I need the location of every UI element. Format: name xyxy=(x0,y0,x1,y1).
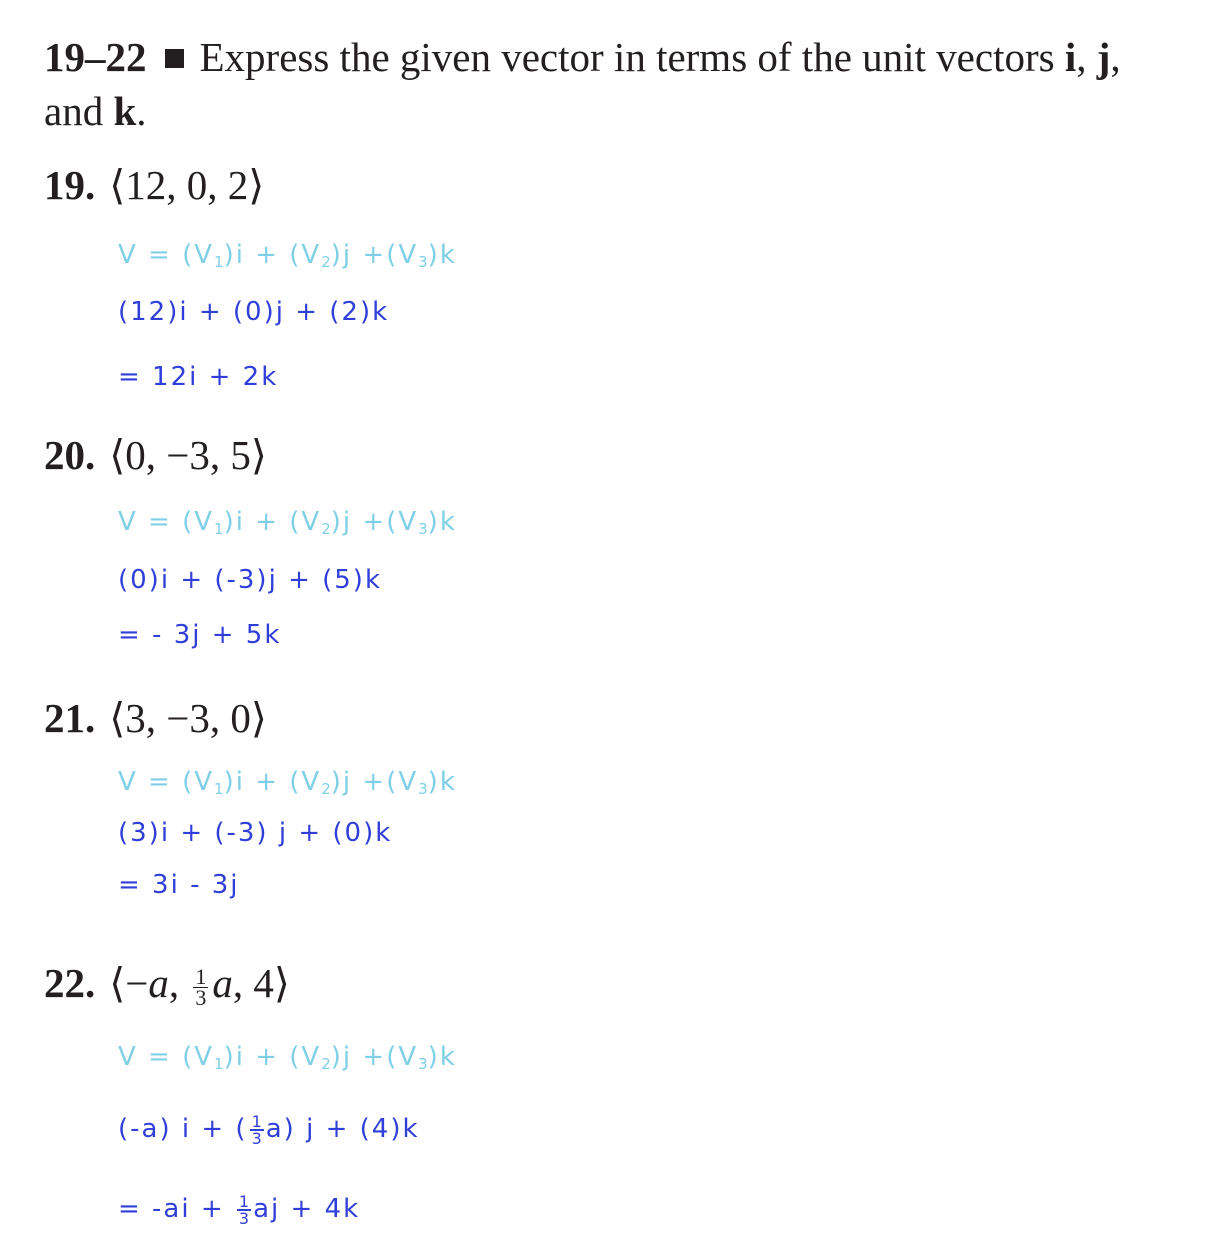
answer-line: = -ai + $\frac{1}{3}$ aj + 4k xyxy=(118,1191,361,1228)
instruction-text: Express the given vector in terms of the unit vectors xyxy=(199,34,1065,80)
formula-line: $V = (V_1)i + (V_2)j +(V_3)k$ xyxy=(118,1042,457,1073)
problem-vector: ⟨3, −3, 0⟩ xyxy=(109,695,267,741)
formula-line: $V = (V_1)i + (V_2)j +(V_3)k$ xyxy=(118,240,457,271)
problem-21 xyxy=(44,693,267,743)
unit-vector-j: j xyxy=(1096,34,1111,80)
problem-22 xyxy=(44,958,290,1011)
problem-vector: ⟨0, −3, 5⟩ xyxy=(109,432,267,478)
exercise-range: 19–22 xyxy=(44,34,147,80)
formula-line: $V = (V_1)i + (V_2)j +(V_3)k$ xyxy=(118,507,457,538)
substitution-line: (-a) i + ( $\frac{1}{3}$ a) j + (4)k xyxy=(118,1111,420,1148)
fraction-one-third: $\frac{1}{3}$ xyxy=(251,1111,262,1148)
problem-20 xyxy=(44,430,267,480)
fraction-one-third: $\frac{1}{3}$ xyxy=(238,1191,250,1228)
exercise-instructions: 19–22 Express the given vector in terms of the unit vectors i, j, and k. xyxy=(44,34,1121,134)
answer-line: = - 3j + 5k xyxy=(118,620,282,650)
square-bullet-icon xyxy=(165,49,184,68)
substitution-line: (12)i + (0)j + (2)k xyxy=(118,297,390,327)
answer-line: = 12i + 2k xyxy=(118,362,279,392)
problem-number: 20. xyxy=(44,432,96,478)
substitution-line: (3)i + (-3) j + (0)k xyxy=(118,818,393,848)
problem-number: 19. xyxy=(44,162,96,208)
problem-vector: ⟨12, 0, 2⟩ xyxy=(109,162,265,208)
substitution-line: (0)i + (-3)j + (5)k xyxy=(118,565,383,595)
answer-line: = 3i - 3j xyxy=(118,870,240,900)
problem-number: 22. xyxy=(44,960,96,1006)
formula-line: $V = (V_1)i + (V_2)j +(V_3)k$ xyxy=(118,767,457,798)
problem-number: 21. xyxy=(44,695,96,741)
unit-vector-k: k xyxy=(113,88,137,134)
unit-vector-i: i xyxy=(1064,34,1077,80)
problem-vector: ⟨−a, $\frac{1}{3}$ a, 4⟩ xyxy=(109,960,290,1011)
fraction-one-third: $\frac{1}{3}$ xyxy=(195,964,207,1011)
problem-19 xyxy=(44,160,264,210)
